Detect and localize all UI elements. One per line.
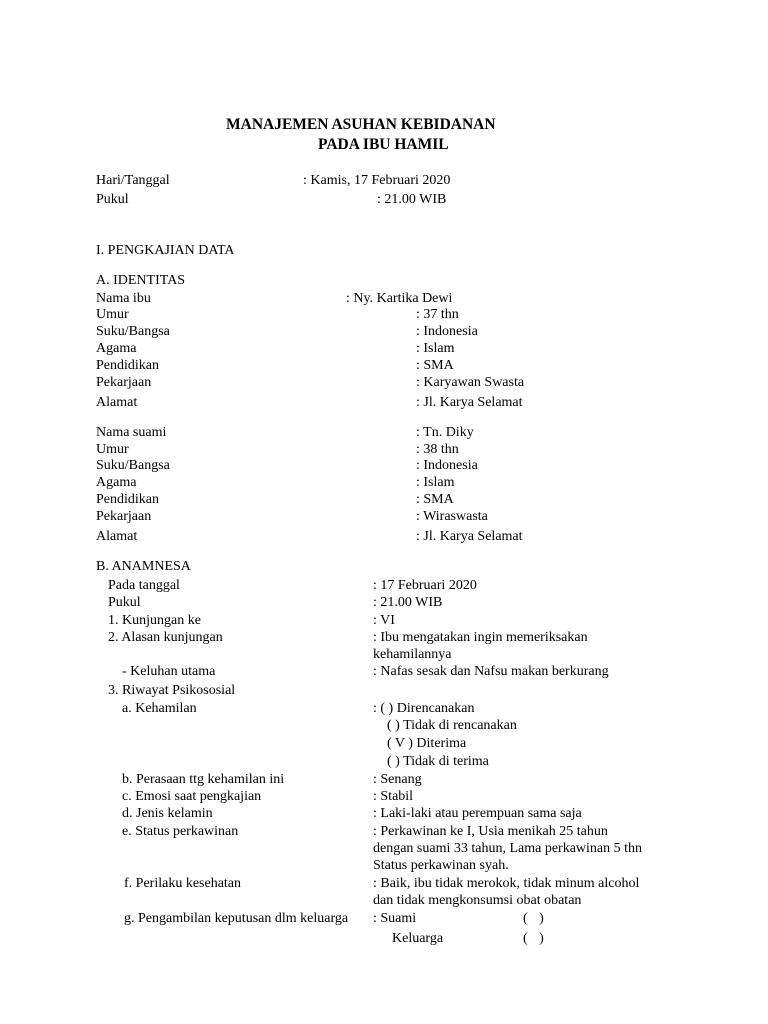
- suami-suku-label: Suku/Bangsa: [96, 458, 170, 473]
- ibu-umur-value: : 37 thn: [416, 307, 459, 322]
- perasaan-value: : Senang: [373, 772, 422, 787]
- keputusan-option-keluarga: Keluarga: [392, 931, 444, 946]
- ibu-suku-value: : Indonesia: [416, 324, 478, 339]
- document-title-line2: PADA IBU HAMIL: [318, 136, 449, 153]
- suami-umur-label: Umur: [96, 442, 129, 457]
- keputusan-box-keluarga: ( ): [523, 931, 544, 946]
- keputusan-option-suami: : Suami: [373, 911, 417, 926]
- status-perkawinan-value-1: : Perkawinan ke I, Usia menikah 25 tahun: [373, 824, 608, 839]
- identitas-heading: A. IDENTITAS: [96, 273, 186, 288]
- suami-suku-value: : Indonesia: [416, 458, 478, 473]
- section-pengkajian-data: I. PENGKAJIAN DATA: [96, 243, 235, 258]
- perilaku-kesehatan-label: f. Perilaku kesehatan: [124, 876, 242, 891]
- document-title-line1: MANAJEMEN ASUHAN KEBIDANAN: [226, 116, 496, 133]
- status-perkawinan-value-3: Status perkawinan syah.: [373, 858, 509, 873]
- pukul-label: Pukul: [96, 192, 129, 207]
- kehamilan-option-tidak-diterima: ( ) Tidak di terima: [387, 754, 489, 769]
- alasan-kunjungan-value-1: : Ibu mengatakan ingin memeriksakan: [373, 630, 588, 645]
- alasan-kunjungan-value-2: kehamilannya: [373, 647, 452, 662]
- status-perkawinan-label: e. Status perkawinan: [122, 824, 239, 839]
- anamnesa-pukul-value: : 21.00 WIB: [373, 595, 443, 610]
- suami-agama-value: : Islam: [416, 475, 455, 490]
- anamnesa-heading: B. ANAMNESA: [96, 559, 191, 574]
- hari-tanggal-value: : Kamis, 17 Februari 2020: [303, 173, 451, 188]
- emosi-label: c. Emosi saat pengkajian: [122, 789, 262, 804]
- perilaku-kesehatan-value-2: dan tidak mengkonsumsi obat obatan: [373, 893, 582, 908]
- ibu-nama-value: : Ny. Kartika Dewi: [346, 291, 453, 306]
- status-perkawinan-value-2: dengan suami 33 tahun, Lama perkawinan 5 thn: [373, 841, 643, 856]
- suami-pendidikan-value: : SMA: [416, 492, 454, 507]
- ibu-nama-label: Nama ibu: [96, 291, 151, 306]
- suami-pekerjaan-value: : Wiraswasta: [416, 509, 488, 524]
- emosi-value: : Stabil: [373, 789, 414, 804]
- keluhan-utama-label: - Keluhan utama: [122, 664, 216, 679]
- kehamilan-option-direncanakan: : ( ) Direncanakan: [373, 701, 475, 716]
- suami-pekerjaan-label: Pekarjaan: [96, 509, 152, 524]
- jenis-kelamin-value: : Laki-laki atau perempuan sama saja: [373, 806, 582, 821]
- keluhan-utama-value: : Nafas sesak dan Nafsu makan berkurang: [373, 664, 609, 679]
- perasaan-label: b. Perasaan ttg kehamilan ini: [122, 772, 285, 787]
- ibu-alamat-value: : Jl. Karya Selamat: [416, 395, 523, 410]
- suami-umur-value: : 38 thn: [416, 442, 459, 457]
- ibu-agama-label: Agama: [96, 341, 137, 356]
- ibu-pekerjaan-label: Pekarjaan: [96, 375, 152, 390]
- suami-alamat-label: Alamat: [96, 529, 138, 544]
- suami-pendidikan-label: Pendidikan: [96, 492, 159, 507]
- kehamilan-option-tidak-direncanakan: ( ) Tidak di rencanakan: [387, 718, 517, 733]
- perilaku-kesehatan-value-1: : Baik, ibu tidak merokok, tidak minum alcohol: [373, 876, 640, 891]
- suami-nama-label: Nama suami: [96, 425, 167, 440]
- ibu-umur-label: Umur: [96, 307, 129, 322]
- ibu-agama-value: : Islam: [416, 341, 455, 356]
- kehamilan-label: a. Kehamilan: [122, 701, 197, 716]
- kunjungan-ke-label: 1. Kunjungan ke: [108, 613, 201, 628]
- hari-tanggal-label: Hari/Tanggal: [96, 173, 170, 188]
- pukul-value: : 21.00 WIB: [377, 192, 447, 207]
- ibu-pekerjaan-value: : Karyawan Swasta: [416, 375, 525, 390]
- keputusan-label: g. Pengambilan keputusan dlm keluarga: [124, 911, 349, 926]
- alasan-kunjungan-label: 2. Alasan kunjungan: [108, 630, 223, 645]
- keputusan-box-suami: ( ): [523, 911, 544, 926]
- ibu-pendidikan-value: : SMA: [416, 358, 454, 373]
- jenis-kelamin-label: d. Jenis kelamin: [122, 806, 213, 821]
- suami-alamat-value: : Jl. Karya Selamat: [416, 529, 523, 544]
- ibu-pendidikan-label: Pendidikan: [96, 358, 159, 373]
- anamnesa-pukul-label: Pukul: [108, 595, 141, 610]
- kehamilan-option-diterima: ( V ) Diterima: [387, 736, 467, 751]
- ibu-suku-label: Suku/Bangsa: [96, 324, 170, 339]
- psikososial-heading: 3. Riwayat Psikososial: [108, 683, 236, 698]
- ibu-alamat-label: Alamat: [96, 395, 138, 410]
- pada-tanggal-label: Pada tanggal: [108, 578, 180, 593]
- kunjungan-ke-value: : VI: [373, 613, 395, 628]
- suami-nama-value: : Tn. Diky: [416, 425, 474, 440]
- suami-agama-label: Agama: [96, 475, 137, 490]
- pada-tanggal-value: : 17 Februari 2020: [373, 578, 477, 593]
